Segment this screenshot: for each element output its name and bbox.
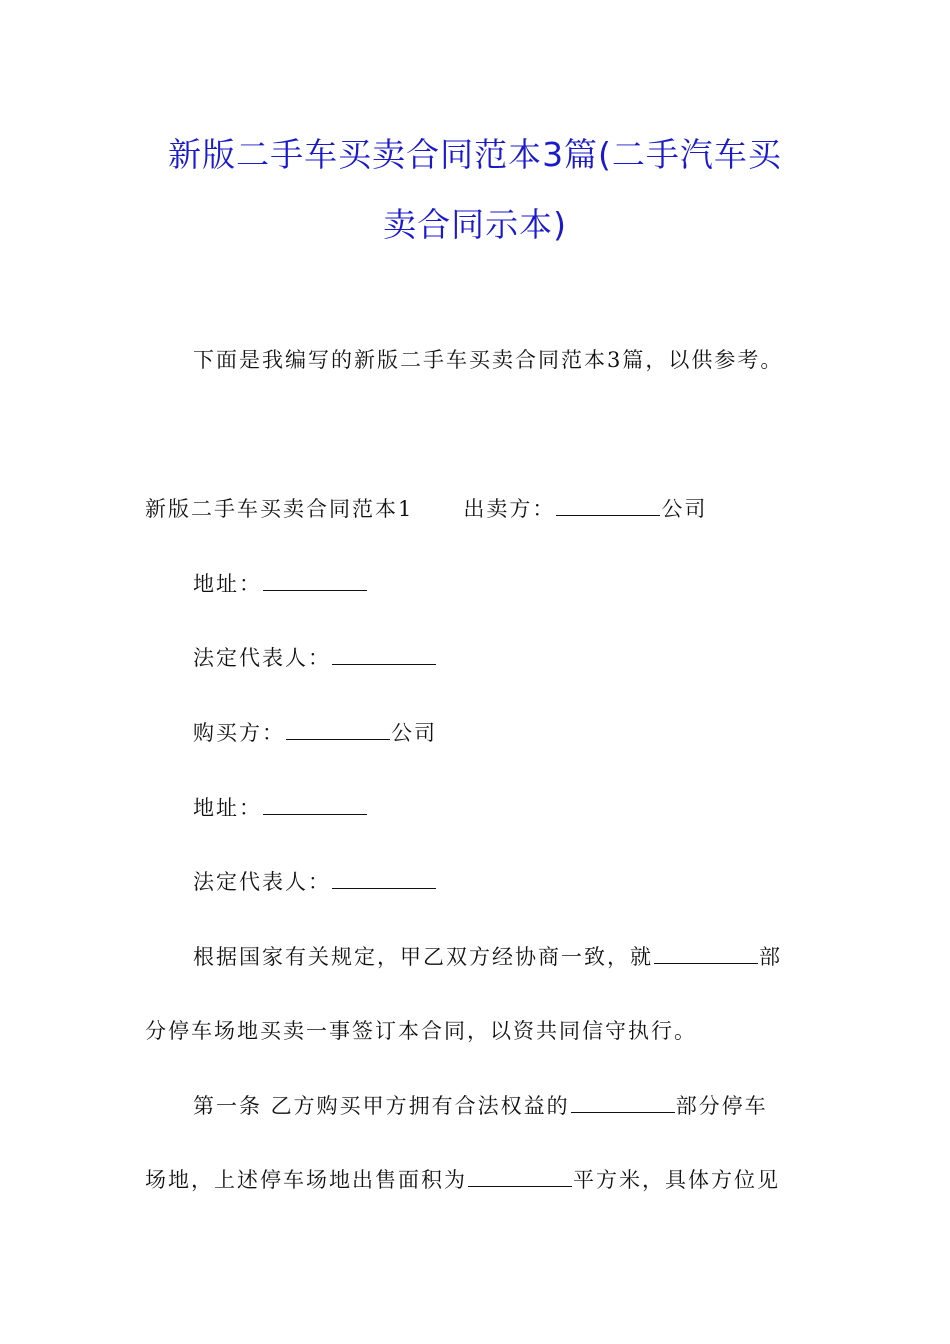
legal-rep-blank xyxy=(332,868,436,889)
legal-rep-label: 法定代表人： xyxy=(193,646,331,670)
article1-text: 平方米，具体方位见 xyxy=(573,1168,780,1192)
address-label: 地址： xyxy=(193,572,262,596)
article1-line1 xyxy=(193,1091,768,1121)
address-blank xyxy=(263,794,367,815)
intro-text: 下面是我编写的新版二手车买卖合同范本3篇，以供参考。 xyxy=(193,348,784,372)
buyer-suffix: 公司 xyxy=(391,721,437,745)
paragraph1-text: 根据国家有关规定，甲乙双方经协商一致，就 xyxy=(193,945,653,969)
article1-text: 场地，上述停车场地出售面积为 xyxy=(145,1168,467,1192)
paragraph1-blank xyxy=(654,943,758,964)
section1-line xyxy=(145,494,707,524)
legal-rep-blank xyxy=(332,644,436,665)
paragraph1-line2: 分停车场地买卖一事签订本合同，以资共同信守执行。 xyxy=(145,1019,697,1043)
buyer-blank xyxy=(286,719,390,740)
area-blank xyxy=(468,1166,572,1187)
paragraph1-text: 部 xyxy=(759,945,782,969)
buyer-line xyxy=(193,718,437,748)
document-title-line1: 新版二手车买卖合同范本3篇(二手汽车买 xyxy=(168,135,782,174)
legal-rep-label: 法定代表人： xyxy=(193,870,331,894)
buyer-address-line xyxy=(193,793,368,823)
seller-suffix: 公司 xyxy=(661,497,708,521)
section1-heading: 新版二手车买卖合同范本1 xyxy=(145,497,414,521)
address-blank xyxy=(263,570,367,591)
article1-blank xyxy=(571,1092,675,1113)
address-label: 地址： xyxy=(193,796,262,820)
buyer-label: 购买方： xyxy=(193,721,285,745)
document-title-line2: 卖合同示本) xyxy=(383,205,567,244)
buyer-legal-rep-line xyxy=(193,867,437,897)
article1-text: 部分停车 xyxy=(675,1094,768,1118)
seller-legal-rep-line xyxy=(193,643,437,673)
article1-line2 xyxy=(145,1165,780,1195)
seller-blank xyxy=(556,495,660,516)
seller-address-line xyxy=(193,569,368,599)
paragraph1-line1 xyxy=(193,942,782,972)
seller-label: 出卖方： xyxy=(463,497,556,521)
article1-text: 第一条 乙方购买甲方拥有合法权益的 xyxy=(193,1094,570,1118)
